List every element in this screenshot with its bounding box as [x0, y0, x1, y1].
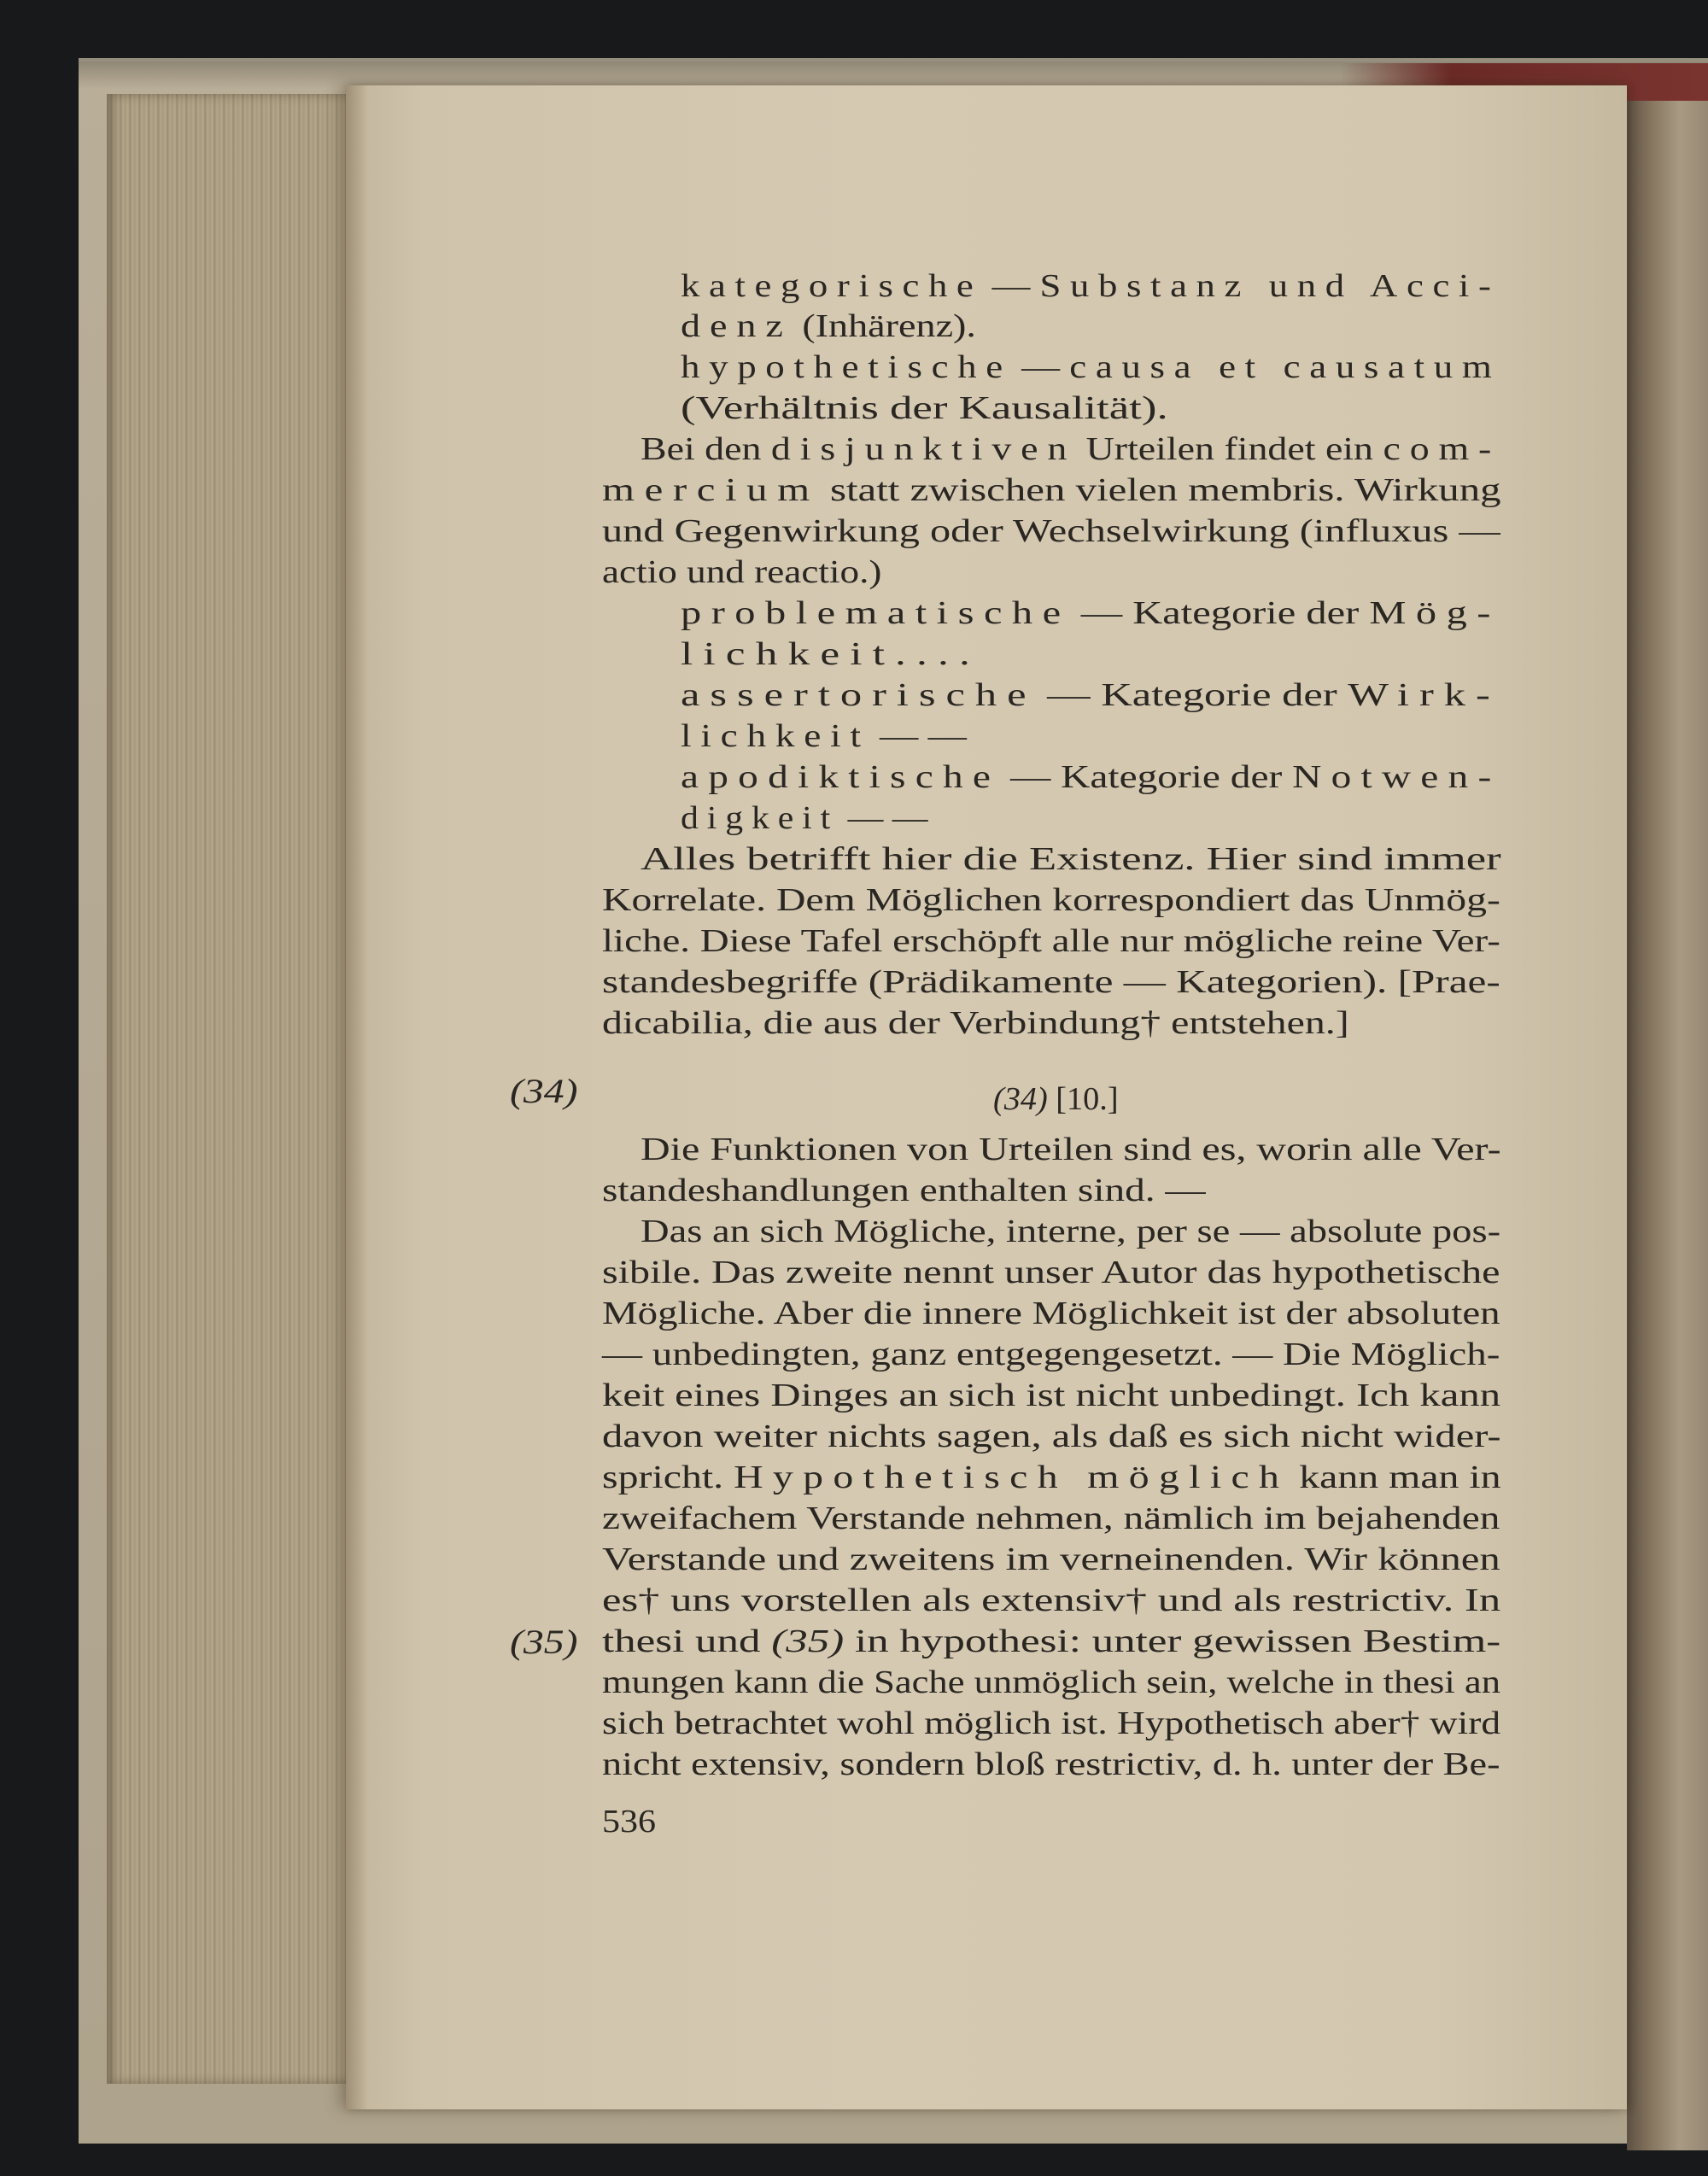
text-line-3 — [681, 348, 1500, 387]
text-segment: kann man in — [1289, 1459, 1501, 1495]
spaced-word: digkeit — [681, 800, 839, 836]
spaced-word: disjunktiven — [770, 431, 1077, 467]
text-line-6 — [602, 471, 1501, 510]
text-line-13 — [681, 758, 1500, 797]
text-line-27: keit eines Dinges an sich ist nicht unbedingt. Ich kann — [602, 1378, 1501, 1413]
margin-number: (35) — [510, 1623, 578, 1661]
text-segment: — Kategorie der — [1036, 677, 1348, 713]
section-heading — [993, 1079, 1119, 1119]
text-segment: Urteilen findet ein — [1076, 431, 1383, 467]
text-line-30: zweifachem Verstande nehmen, nämlich im bejahenden — [602, 1500, 1500, 1536]
spaced-word: apodiktische — [681, 759, 1001, 795]
text-segment: — Kategorie der — [1070, 595, 1370, 631]
section-bracket-number: [10.] — [1047, 1081, 1119, 1117]
text-segment: — — [982, 268, 1040, 304]
spaced-word: mercium — [602, 472, 820, 508]
text-line-36: nicht extensiv, sondern bloß restrictiv, d. h. unter der Be- — [602, 1746, 1500, 1782]
text-line-10 — [681, 635, 980, 674]
spaced-word: denz — [681, 308, 793, 344]
text-line-2 — [681, 307, 976, 346]
inline-marker: (35) — [771, 1623, 845, 1659]
text-line-23: Das an sich Mögliche, interne, per se — absolute pos- — [640, 1214, 1501, 1249]
spaced-word: Notwen- — [1292, 759, 1501, 795]
text-line-4: (Verhältnis der Kausalität). — [681, 390, 1168, 426]
spaced-word: assertorische — [681, 677, 1037, 713]
text-line-34: mungen kann die Sache unmöglich sein, welche in thesi an — [602, 1664, 1500, 1700]
spaced-word: causa et causatum — [1069, 349, 1501, 385]
text-segment: Bei den — [640, 431, 771, 467]
text-line-25: Mögliche. Aber die innere Möglichkeit ist der absoluten — [602, 1296, 1500, 1331]
spaced-word: Wirk- — [1348, 677, 1500, 713]
spaced-word: lichkeit — [681, 718, 870, 754]
text-segment: statt zwischen vielen membris. Wirkung — [819, 472, 1501, 508]
text-line-14 — [681, 798, 928, 838]
ellipsis: .... — [895, 636, 980, 672]
text-line-16: Korrelate. Dem Möglichen korrespondiert das Unmög- — [602, 882, 1500, 918]
spaced-word: Substanz und Acci- — [1039, 268, 1500, 304]
text-line-9 — [681, 594, 1500, 633]
text-line-12 — [681, 717, 967, 756]
right-page-edge — [1627, 101, 1708, 2150]
text-segment: (Inhärenz). — [792, 308, 976, 344]
text-line-24: sibile. Das zweite nennt unser Autor das hypothetische — [602, 1255, 1500, 1290]
text-segment: spricht. — [602, 1459, 734, 1495]
text-line-18: standesbegriffe (Prädikamente — Kategorien). [Prae- — [602, 964, 1500, 1000]
spaced-word: Hypothetisch möglich — [734, 1459, 1290, 1495]
spaced-word: hypothetische — [681, 349, 1012, 385]
text-segment: — — — [869, 718, 967, 754]
text-line-31: Verstande und zweitens im verneinenden. Wir können — [602, 1541, 1500, 1577]
text-line-33 — [602, 1622, 1500, 1661]
text-line-26: — unbedingten, ganz entgegengesetzt. — Die Möglich- — [602, 1337, 1500, 1372]
text-segment: in hypothesi: unter gewissen Bestim- — [844, 1623, 1501, 1659]
text-line-19: dicabilia, die aus der Verbindung† entstehen.] — [602, 1005, 1349, 1041]
text-segment: thesi und — [602, 1623, 772, 1659]
spaced-word: lichkeit — [681, 636, 896, 672]
text-line-11 — [681, 676, 1500, 715]
page-stack-edges — [107, 94, 367, 2084]
spaced-word: com- — [1383, 431, 1501, 467]
text-line-7: und Gegenwirkung oder Wechselwirkung (influxus — — [602, 513, 1500, 549]
text-line-29 — [602, 1458, 1501, 1497]
spaced-word: Mög- — [1369, 595, 1500, 631]
text-line-8: actio und reactio.) — [602, 554, 882, 590]
text-line-5 — [640, 430, 1500, 469]
spaced-word: problematische — [681, 595, 1071, 631]
margin-number: (34) — [510, 1072, 578, 1110]
page-number: 536 — [602, 1804, 656, 1840]
text-line-21: Die Funktionen von Urteilen sind es, worin alle Ver- — [640, 1132, 1501, 1167]
page-gutter-shadow — [346, 85, 368, 2109]
text-line-22: standeshandlungen enthalten sind. — — [602, 1173, 1206, 1208]
text-segment: — Kategorie der — [1000, 759, 1293, 795]
section-number: (34) — [993, 1081, 1048, 1117]
text-segment: — — [1011, 349, 1070, 385]
text-line-17: liche. Diese Tafel erschöpft alle nur mögliche reine Ver- — [602, 923, 1500, 959]
text-line-35: sich betrachtet wohl möglich ist. Hypothetisch aber† wird — [602, 1705, 1501, 1741]
spaced-word: kategorische — [681, 268, 983, 304]
text-segment: — — — [839, 800, 928, 836]
text-line-28: davon weiter nichts sagen, als daß es sich nicht wider- — [602, 1418, 1501, 1454]
text-line-15: Alles betrifft hier die Existenz. Hier sind immer — [640, 841, 1501, 877]
text-line-32: es† uns vorstellen als extensiv† und als restrictiv. In — [602, 1582, 1501, 1618]
text-line-1 — [681, 266, 1500, 306]
